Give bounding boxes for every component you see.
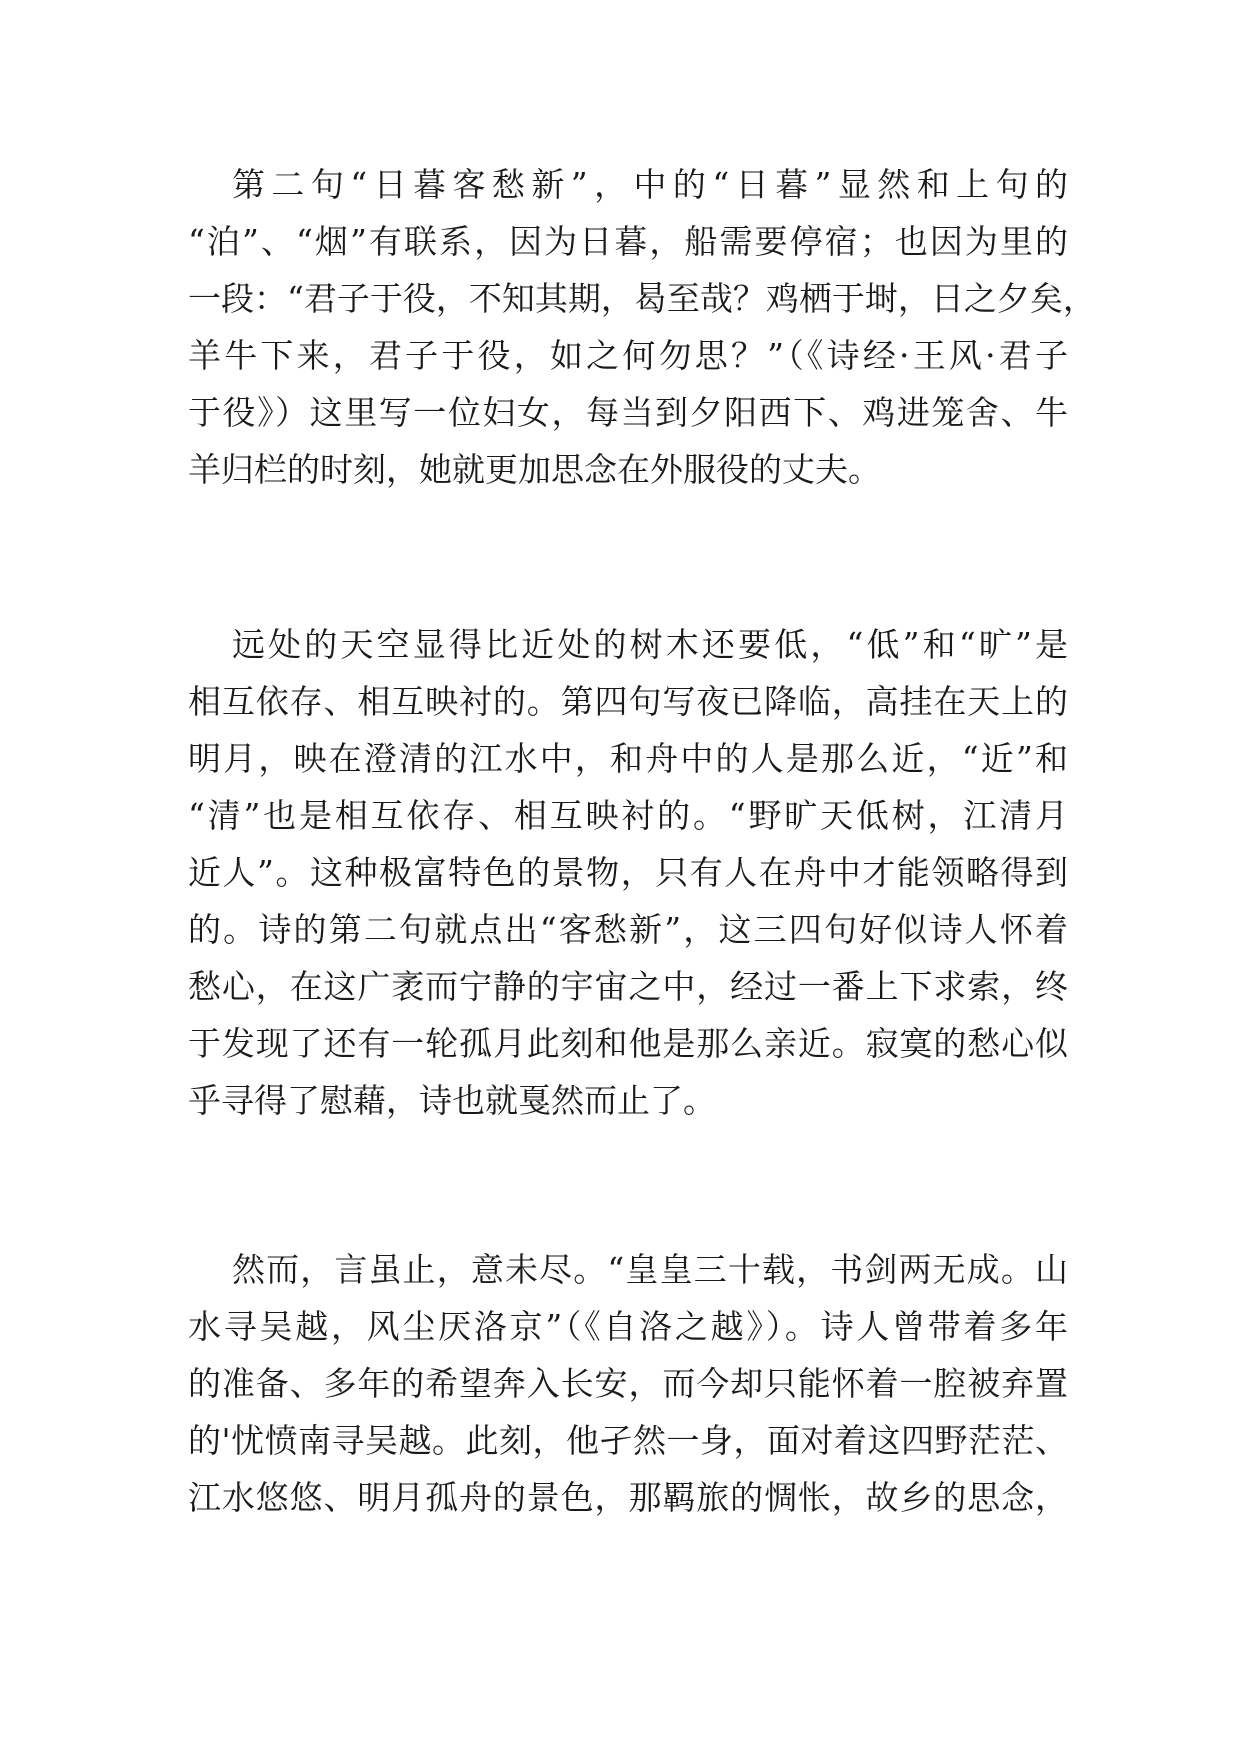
text-line: 第二句“日暮客愁新”，中的“日暮”显然和上句的 <box>232 165 1068 204</box>
text-line: 的。诗的第二句就点出“客愁新”，这三四句好似诗人怀着 <box>188 910 1068 949</box>
text-line: 愁心，在这广袤而宁静的宇宙之中，经过一番上下求索，终 <box>188 967 1068 1006</box>
text-line: 一段：“君子于役，不知其期，曷至哉？鸡栖于埘，日之夕矣， <box>188 279 1096 318</box>
text-line: 远处的天空显得比近处的树木还要低，“低”和“旷”是 <box>232 625 1068 664</box>
paragraph-3 <box>188 1241 1068 1526</box>
text-line: 相互依存、相互映衬的。第四句写夜已降临，高挂在天上的 <box>188 682 1068 721</box>
text-line: 江水悠悠、明月孤舟的景色，那羁旅的惆怅，故乡的思念， <box>188 1478 1068 1517</box>
text-line: 明月，映在澄清的江水中，和舟中的人是那么近，“近”和 <box>188 739 1068 778</box>
paragraph-2 <box>188 616 1068 1129</box>
text-line: 羊归栏的时刻，她就更加思念在外服役的丈夫。 <box>188 450 881 489</box>
text-line: 的'忧愤南寻吴越。此刻，他孑然一身，面对着这四野茫茫、 <box>188 1421 1068 1460</box>
text-line: 于发现了还有一轮孤月此刻和他是那么亲近。寂寞的愁心似 <box>188 1024 1068 1063</box>
text-line: 的准备、多年的希望奔入长安，而今却只能怀着一腔被弃置 <box>188 1364 1068 1403</box>
text-line: 近人”。这种极富特色的景物，只有人在舟中才能领略得到 <box>188 853 1068 892</box>
text-line: 于役》）这里写一位妇女，每当到夕阳西下、鸡进笼舍、牛 <box>188 393 1068 432</box>
paragraph-1 <box>188 156 1096 498</box>
text-line: 乎寻得了慰藉，诗也就戛然而止了。 <box>188 1081 716 1120</box>
text-line: 羊牛下来，君子于役，如之何勿思？”（《诗经·王风·君子 <box>188 336 1068 375</box>
text-line: “清”也是相互依存、相互映衬的。“野旷天低树，江清月 <box>188 796 1068 835</box>
text-line: 然而，言虽止，意未尽。“皇皇三十载，书剑两无成。山 <box>232 1250 1068 1289</box>
text-line: 水寻吴越，风尘厌洛京”（《自洛之越》）。诗人曾带着多年 <box>188 1307 1068 1346</box>
text-line: “泊”、“烟”有联系，因为日暮，船需要停宿；也因为里的 <box>188 222 1068 261</box>
